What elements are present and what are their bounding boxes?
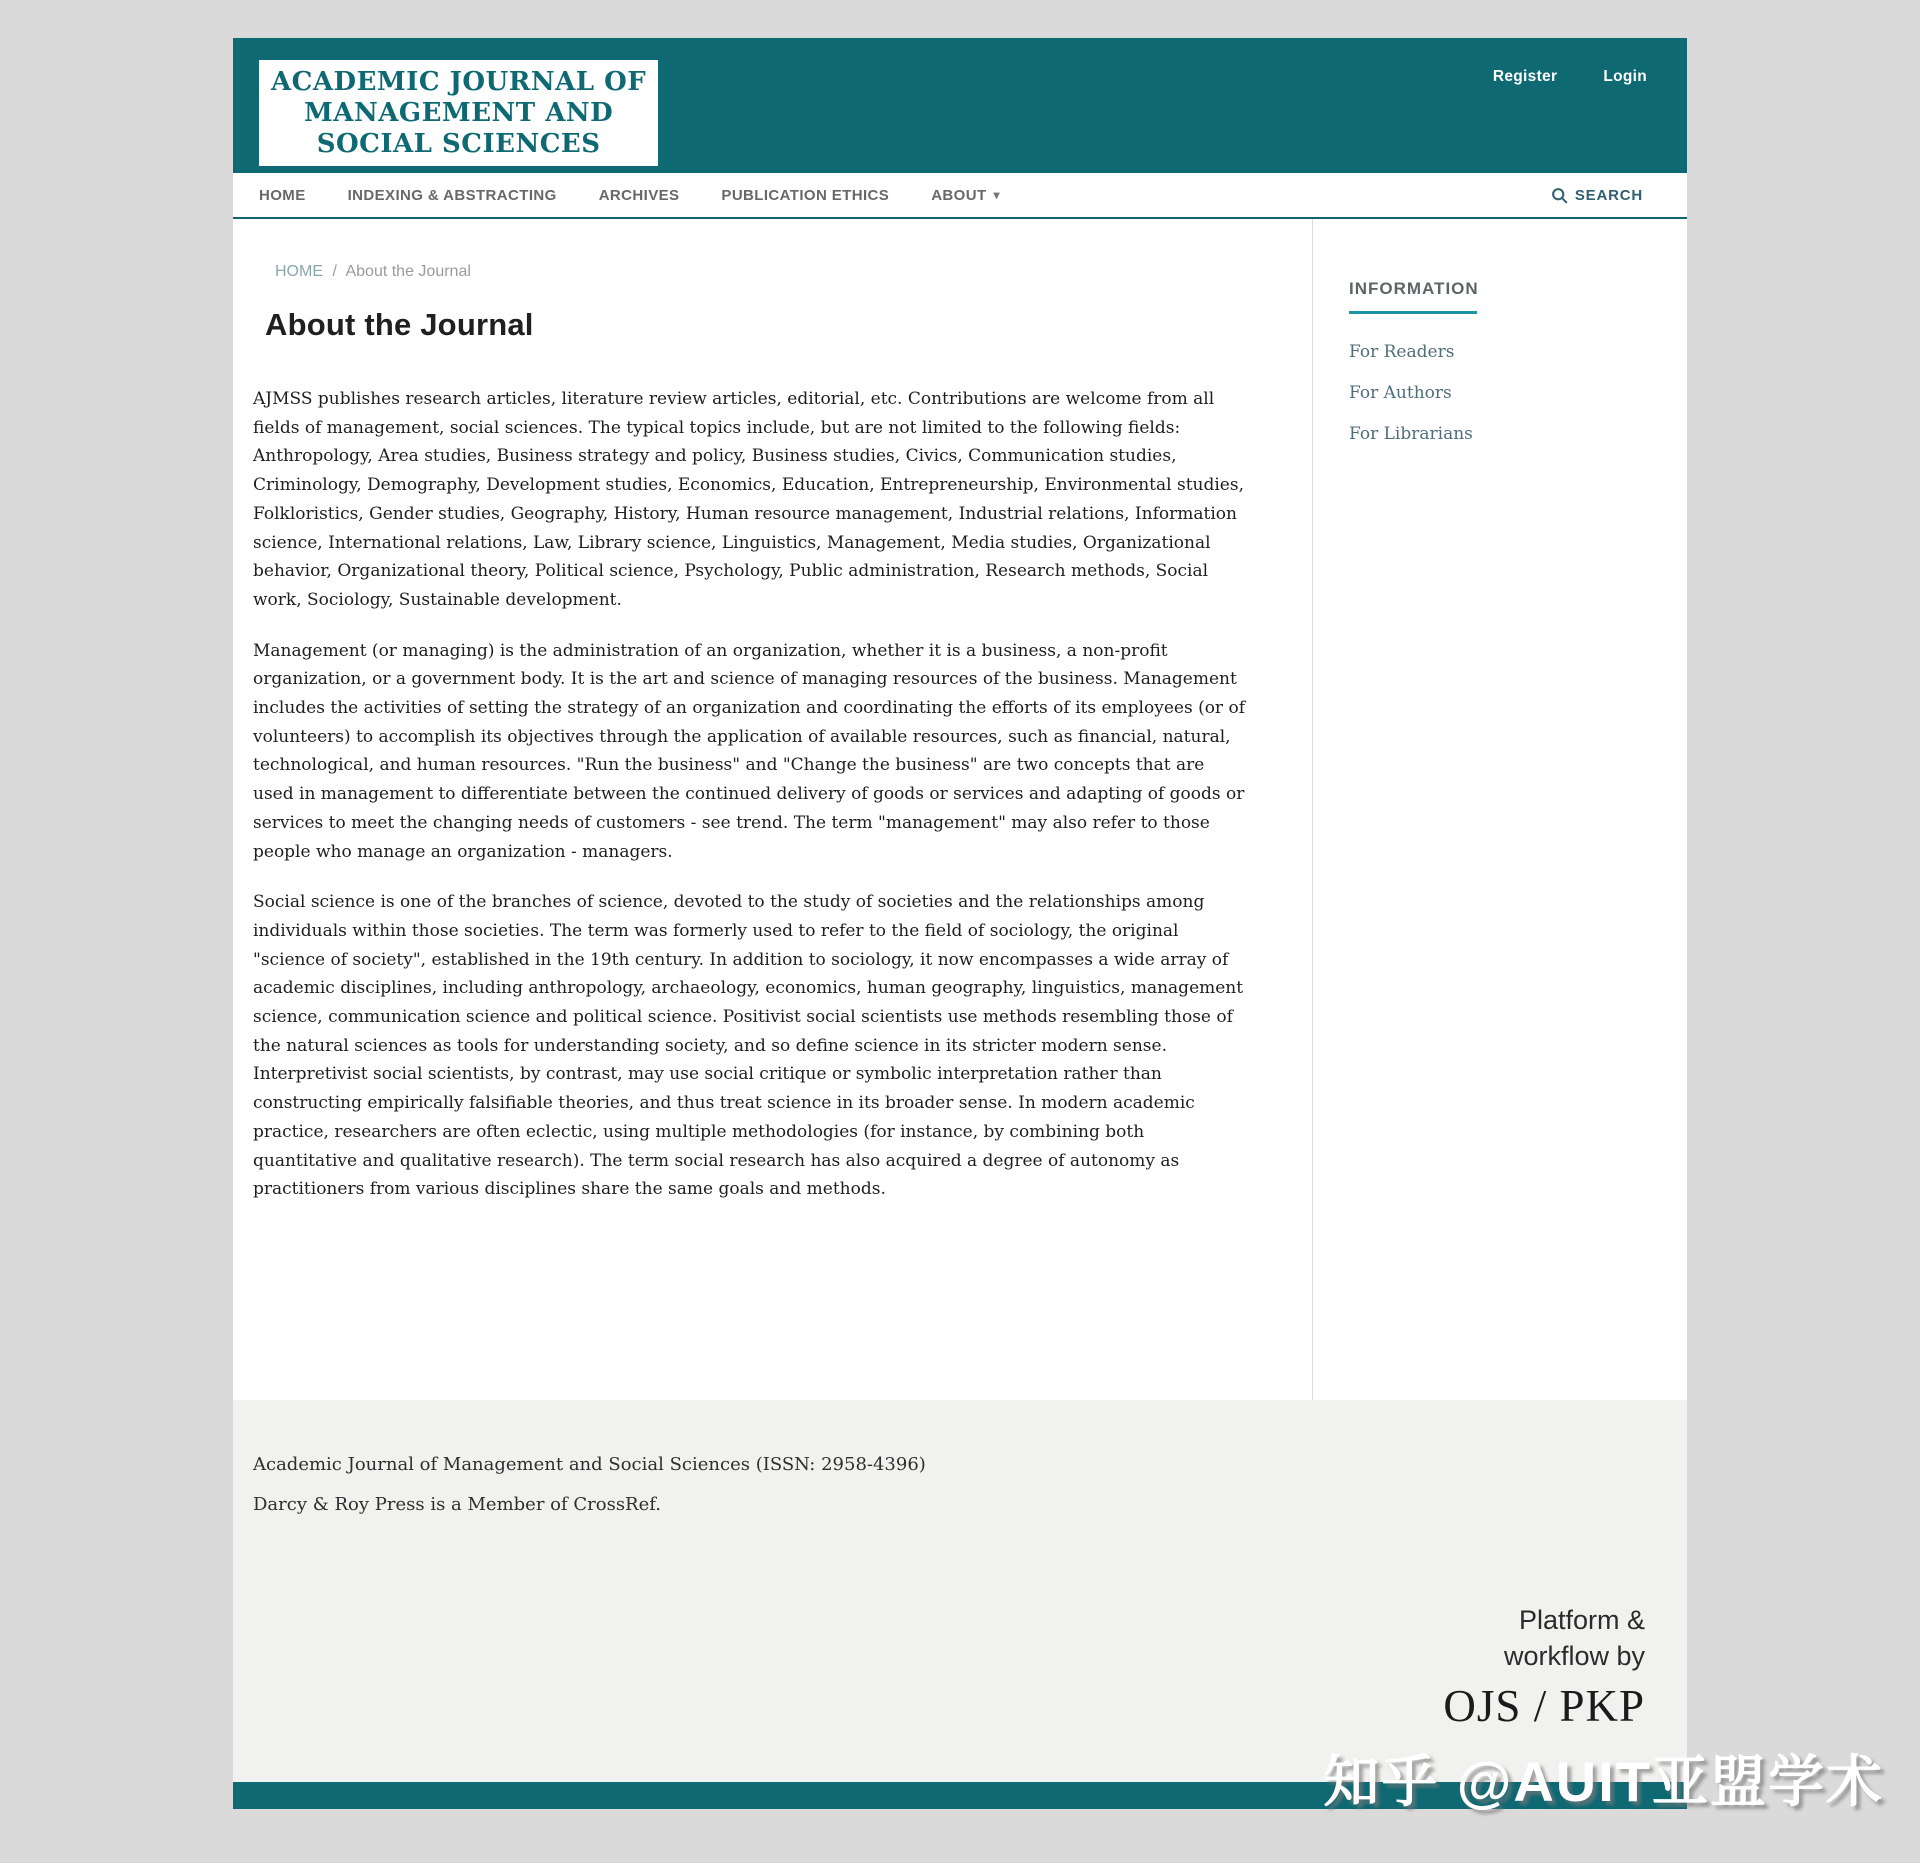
zhihu-watermark: 知乎 @AUIT亚盟学术 (1323, 1750, 1884, 1813)
search-label: SEARCH (1574, 186, 1643, 204)
about-paragraph: Social science is one of the branches of science, devoted to the study of societies and the relationships among individuals within those societies. The term was formerly used to refer to the field of sociology, the original "science of society", established in the 19th century. In addition to sociology, it now encompasses a wide array of academic disciplines, including anthropology, archaeology, economics, human geography, linguistics, management science, communication science and political science. Positivist social scientists use methods resembling those of the natural sciences as tools for understanding society, and so define science in its stricter modern sense. Interpretivist social scientists, by contrast, may use social critique or symbolic interpretation rather than constructing empirically falsifiable theories, and thus treat science in its broader sense. In modern academic practice, researchers are often eclectic, using multiple methodologies (for instance, by combining both quantitative and qualitative research). The term social research has also acquired a degree of autonomy as practitioners from various disciplines share the same goals and methods. (253, 892, 1244, 1200)
page-content (233, 219, 1687, 1400)
sidebar-links (1349, 342, 1667, 444)
platform-text-line: Platform & (1518, 1605, 1645, 1635)
nav-item-label: ABOUT (931, 186, 987, 204)
site-footer (233, 1400, 1687, 1782)
page-title: About the Journal (265, 307, 534, 342)
main-column (233, 219, 1313, 1400)
footer-issn-line: Academic Journal of Management and Social Sciences (ISSN: 2958-4396) (253, 1454, 926, 1475)
page-container (233, 0, 1687, 1809)
journal-logo-line: ACADEMIC JOURNAL OF (271, 67, 647, 97)
breadcrumb-home-link[interactable]: HOME (275, 263, 323, 280)
breadcrumb-separator: / (332, 263, 337, 280)
sidebar-heading-underline (1349, 311, 1477, 314)
platform-text-line: workflow by (1503, 1641, 1645, 1671)
breadcrumb-current: About the Journal (345, 263, 471, 280)
nav-item-label: HOME (259, 186, 306, 204)
sidebar-information-heading: INFORMATION (1349, 279, 1479, 298)
nav-item-label: PUBLICATION ETHICS (721, 186, 890, 204)
auth-links (1493, 68, 1647, 86)
login-link[interactable]: Login (1603, 68, 1647, 85)
sidebar-link-for-librarians[interactable]: For Librarians (1349, 424, 1473, 444)
nav-item-label: INDEXING & ABSTRACTING (347, 186, 557, 204)
chevron-down-icon: ▾ (993, 188, 1000, 202)
nav-item-about[interactable] (931, 187, 1000, 204)
about-paragraph: AJMSS publishes research articles, literature review articles, editorial, etc. Contributions are welcome from all fields of management, social sciences. The typical topics include, but are not limited to the following fields: Anthropology, Area studies, Business strategy and policy, Business studies, Civics, Communication studies, Criminology, Demography, Development studies, Economics, Education, Entrepreneurship, Environmental studies, Folkloristics, Gender studies, Geography, History, Human resource management, Industrial relations, Information science, International relations, Law, Library science, Linguistics, Management, Media studies, Organizational behavior, Organizational theory, Political science, Psychology, Public administration, Research methods, Social work, Sociology, Sustainable development. (253, 389, 1244, 610)
nav-item-home[interactable] (259, 187, 306, 204)
search-icon (1551, 187, 1568, 204)
about-paragraph: Management (or managing) is the administration of an organization, whether it is a business, a non-profit organization, or a government body. It is the art and science of managing resources of the business. Management includes the activities of setting the strategy of an organization and coordinating the efforts of its employees (or of volunteers) to accomplish its objectives through the application of available resources, such as financial, natural, technological, and human resources. "Run the business" and "Change the business" are two concepts that are used in management to differentiate between the continued delivery of goods or services and adapting of goods or services to meet the changing needs of customers - see trend. The term "management" may also refer to those people who manage an organization - managers. (253, 640, 1245, 862)
search-button[interactable] (1551, 187, 1643, 204)
journal-logo[interactable] (259, 60, 658, 166)
pkp-platform-block (1443, 1602, 1645, 1732)
breadcrumb (275, 263, 1252, 281)
nav-item-publication-ethics[interactable] (721, 187, 889, 204)
journal-logo-line: MANAGEMENT AND (304, 98, 614, 128)
sidebar-link-for-authors[interactable]: For Authors (1349, 383, 1452, 403)
primary-nav (233, 173, 1687, 219)
sidebar-link-for-readers[interactable]: For Readers (1349, 342, 1455, 362)
nav-item-archives[interactable] (599, 187, 680, 204)
ojs-pkp-logo[interactable]: OJS / PKP (1443, 1681, 1645, 1731)
nav-item-label: ARCHIVES (598, 186, 680, 204)
footer-crossref-line: Darcy & Roy Press is a Member of CrossRef. (253, 1494, 662, 1515)
nav-item-indexing-abstracting[interactable] (348, 187, 557, 204)
register-link[interactable]: Register (1492, 68, 1558, 85)
site-header (233, 38, 1687, 173)
journal-logo-line: SOCIAL SCIENCES (316, 129, 601, 159)
sidebar (1313, 219, 1687, 1400)
